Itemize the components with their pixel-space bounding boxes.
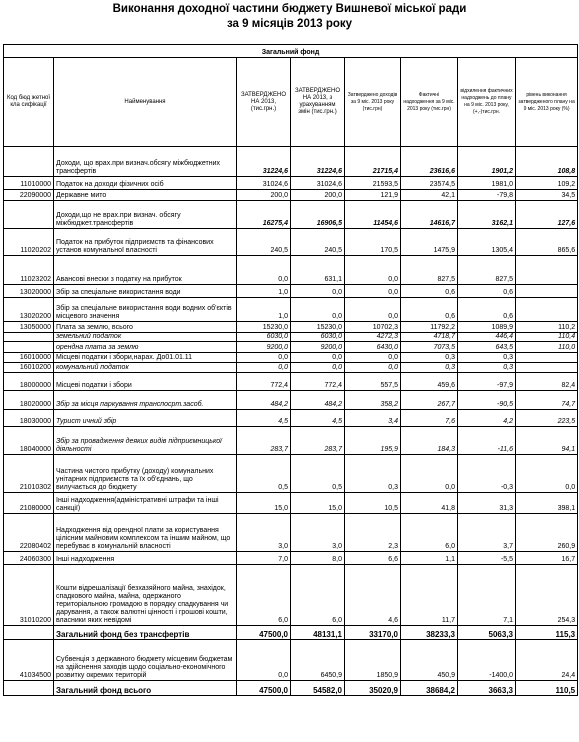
- cell-approved-changes: 31224,6: [291, 147, 345, 177]
- cell-approved-9m: 10,5: [345, 493, 401, 514]
- header-actual: Фактичні надходження за 9 міс. 2013 року (тис.грн): [401, 58, 458, 147]
- cell-approved: 283,7: [237, 427, 291, 455]
- cell-code: 21010302: [4, 455, 54, 493]
- cell-code: 41034500: [4, 640, 54, 681]
- cell-approved-9m: 2,3: [345, 514, 401, 552]
- table-row: [4, 493, 578, 514]
- cell-code: 18040000: [4, 427, 54, 455]
- cell-deviation: 446,4: [458, 333, 516, 342]
- cell-code: 22080402: [4, 514, 54, 552]
- cell-name: Загальний фонд без трансфертів: [54, 626, 237, 640]
- cell-approved-changes: 4,5: [291, 410, 345, 427]
- cell-deviation: 3663,3: [458, 681, 516, 696]
- cell-approved: 6030,0: [237, 333, 291, 342]
- cell-name: Інші надходження(адміністративні штрафи та інші санкції): [54, 493, 237, 514]
- cell-approved-9m: 4,6: [345, 565, 401, 626]
- cell-percent: 115,3: [516, 626, 578, 640]
- cell-percent: 82,4: [516, 373, 578, 391]
- cell-actual: 0,6: [401, 285, 458, 298]
- cell-approved: 0,5: [237, 455, 291, 493]
- cell-approved-9m: 6430,0: [345, 342, 401, 353]
- cell-deviation: 0,6: [458, 298, 516, 322]
- cell-name: комунальний податок: [54, 363, 237, 373]
- cell-approved: 1,0: [237, 285, 291, 298]
- cell-percent: 110,4: [516, 333, 578, 342]
- cell-code: 13020200: [4, 298, 54, 322]
- cell-approved: 47500,0: [237, 626, 291, 640]
- cell-approved-changes: 0,5: [291, 455, 345, 493]
- cell-actual: 11,7: [401, 565, 458, 626]
- cell-approved-9m: 0,0: [345, 363, 401, 373]
- cell-actual: 827,5: [401, 256, 458, 285]
- cell-approved-changes: 15230,0: [291, 322, 345, 333]
- cell-actual: 1,1: [401, 552, 458, 565]
- cell-approved-9m: 6,6: [345, 552, 401, 565]
- cell-approved-changes: 200,0: [291, 190, 345, 201]
- cell-name: Місцеві податки і збори,нарах. До01.01.11: [54, 353, 237, 363]
- cell-approved-changes: 0,0: [291, 285, 345, 298]
- section-title: Загальний фонд: [4, 45, 578, 58]
- cell-approved-9m: 35020,9: [345, 681, 401, 696]
- cell-approved-changes: 31024,6: [291, 177, 345, 190]
- table-row: [4, 626, 578, 640]
- cell-deviation: 31,3: [458, 493, 516, 514]
- header-row: [4, 58, 578, 147]
- cell-approved: 31024,6: [237, 177, 291, 190]
- cell-actual: 450,9: [401, 640, 458, 681]
- cell-approved-9m: 4272,3: [345, 333, 401, 342]
- cell-name: Доходи,що не врах.при визнач. обсягу міжбюджет.трансфертів: [54, 201, 237, 229]
- cell-approved-changes: 16906,5: [291, 201, 345, 229]
- cell-approved: 3,0: [237, 514, 291, 552]
- cell-deviation: 5063,3: [458, 626, 516, 640]
- cell-name: Збір за спеціальне використання води водних об'єктів місцевого значення: [54, 298, 237, 322]
- header-name: Найменування: [54, 58, 237, 147]
- cell-actual: 38233,3: [401, 626, 458, 640]
- table-row: [4, 256, 578, 285]
- cell-code: 16010000: [4, 353, 54, 363]
- cell-approved-9m: 195,9: [345, 427, 401, 455]
- table-row: [4, 333, 578, 342]
- cell-actual: 11792,2: [401, 322, 458, 333]
- cell-actual: 0,6: [401, 298, 458, 322]
- cell-approved: 0,0: [237, 363, 291, 373]
- cell-actual: 4718,7: [401, 333, 458, 342]
- cell-name: Надходження від орендної плати за користування цілісним майновим комплексом та іншим майном, що перебуває в комунальній власності: [54, 514, 237, 552]
- cell-approved-changes: 6,0: [291, 565, 345, 626]
- table-row: [4, 410, 578, 427]
- cell-approved-9m: 1850,9: [345, 640, 401, 681]
- cell-approved-9m: 11454,6: [345, 201, 401, 229]
- cell-deviation: 827,5: [458, 256, 516, 285]
- cell-approved-9m: 10702,3: [345, 322, 401, 333]
- cell-code: 11010000: [4, 177, 54, 190]
- cell-approved: 9200,0: [237, 342, 291, 353]
- cell-approved: 6,0: [237, 565, 291, 626]
- cell-actual: 23616,6: [401, 147, 458, 177]
- cell-code: 18020000: [4, 391, 54, 410]
- table-row: [4, 147, 578, 177]
- table-row: [4, 514, 578, 552]
- cell-approved-changes: 631,1: [291, 256, 345, 285]
- table-row: [4, 427, 578, 455]
- cell-code: 11020202: [4, 229, 54, 256]
- cell-actual: 23574,5: [401, 177, 458, 190]
- cell-percent: 254,3: [516, 565, 578, 626]
- cell-deviation: 643,5: [458, 342, 516, 353]
- cell-code: [4, 147, 54, 177]
- cell-actual: 0,3: [401, 363, 458, 373]
- cell-deviation: -5,5: [458, 552, 516, 565]
- cell-percent: [516, 256, 578, 285]
- cell-approved-changes: 6450,9: [291, 640, 345, 681]
- cell-approved: 7,0: [237, 552, 291, 565]
- cell-code: 21080000: [4, 493, 54, 514]
- cell-approved-changes: 54582,0: [291, 681, 345, 696]
- cell-name: орендна плата за землю: [54, 342, 237, 353]
- cell-approved: 1,0: [237, 298, 291, 322]
- cell-approved-9m: 21715,4: [345, 147, 401, 177]
- cell-code: [4, 201, 54, 229]
- cell-deviation: -79,8: [458, 190, 516, 201]
- cell-actual: 1475,9: [401, 229, 458, 256]
- cell-percent: [516, 285, 578, 298]
- cell-name: Загальний фонд всього: [54, 681, 237, 696]
- cell-percent: 398,1: [516, 493, 578, 514]
- table-row: [4, 342, 578, 353]
- header-approved-9m: Затверджено доходів за 9 міс. 2013 року (тис.грн): [345, 58, 401, 147]
- cell-approved-9m: 0,0: [345, 285, 401, 298]
- cell-deviation: 7,1: [458, 565, 516, 626]
- cell-approved-changes: 484,2: [291, 391, 345, 410]
- cell-name: Місцеві податки і збори: [54, 373, 237, 391]
- cell-approved: 200,0: [237, 190, 291, 201]
- cell-name: Турист ичний збір: [54, 410, 237, 427]
- cell-approved-9m: 170,5: [345, 229, 401, 256]
- cell-code: 18030000: [4, 410, 54, 427]
- cell-percent: 260,9: [516, 514, 578, 552]
- cell-approved: 484,2: [237, 391, 291, 410]
- table-row: [4, 552, 578, 565]
- cell-deviation: 1901,2: [458, 147, 516, 177]
- table-row: [4, 298, 578, 322]
- table-row: [4, 322, 578, 333]
- cell-actual: 184,3: [401, 427, 458, 455]
- cell-code: 31010200: [4, 565, 54, 626]
- cell-percent: 74,7: [516, 391, 578, 410]
- cell-approved-changes: 772,4: [291, 373, 345, 391]
- cell-approved-changes: 0,0: [291, 363, 345, 373]
- cell-code: 16010200: [4, 363, 54, 373]
- cell-approved-changes: 15,0: [291, 493, 345, 514]
- cell-percent: [516, 363, 578, 373]
- cell-name: Податок на доходи фізичних осіб: [54, 177, 237, 190]
- cell-deviation: 4,2: [458, 410, 516, 427]
- cell-percent: 109,2: [516, 177, 578, 190]
- cell-name: Інші надходження: [54, 552, 237, 565]
- cell-approved-changes: 9200,0: [291, 342, 345, 353]
- header-code: Код бюд жетної кла сифікації: [4, 58, 54, 147]
- revenue-table: [3, 44, 578, 696]
- cell-approved-changes: 0,0: [291, 353, 345, 363]
- cell-deviation: -11,6: [458, 427, 516, 455]
- cell-percent: [516, 353, 578, 363]
- cell-deviation: 3162,1: [458, 201, 516, 229]
- cell-approved-changes: 0,0: [291, 298, 345, 322]
- table-row: [4, 363, 578, 373]
- section-row: [4, 45, 578, 58]
- header-deviation: відхилення фактичних надходжень до плану на 9 міс. 2013 року, (+,-)тис.грн.: [458, 58, 516, 147]
- cell-actual: 0,3: [401, 353, 458, 363]
- cell-percent: 24,4: [516, 640, 578, 681]
- cell-name: Субвенція з державного бюджету місцевим бюджетам на здійснення заходів щодо соціально-економічного розвитку окремих територій: [54, 640, 237, 681]
- cell-code: [4, 333, 54, 342]
- cell-deviation: 1981,0: [458, 177, 516, 190]
- table-row: [4, 681, 578, 696]
- table-row: [4, 229, 578, 256]
- cell-approved: 4,5: [237, 410, 291, 427]
- cell-approved-changes: 283,7: [291, 427, 345, 455]
- table-row: [4, 391, 578, 410]
- cell-code: 11023202: [4, 256, 54, 285]
- cell-deviation: 0,3: [458, 363, 516, 373]
- cell-name: Державне мито: [54, 190, 237, 201]
- cell-percent: 223,5: [516, 410, 578, 427]
- cell-code: 18000000: [4, 373, 54, 391]
- header-approved: ЗАТВЕРДЖЕНО НА 2013, (тис.грн.): [237, 58, 291, 147]
- cell-name: Доходи, що врах.при визнач.обсягу міжбюджетних трансфертів: [54, 147, 237, 177]
- cell-code: 13020000: [4, 285, 54, 298]
- cell-name: Збір за місця паркування транспосрт.засоб.: [54, 391, 237, 410]
- cell-percent: 34,5: [516, 190, 578, 201]
- cell-actual: 7,6: [401, 410, 458, 427]
- cell-code: [4, 626, 54, 640]
- table-row: [4, 455, 578, 493]
- cell-approved: 15,0: [237, 493, 291, 514]
- table-row: [4, 373, 578, 391]
- cell-name: Плата за землю, всього: [54, 322, 237, 333]
- cell-deviation: -90,5: [458, 391, 516, 410]
- report-subtitle: за 9 місяців 2013 року: [226, 18, 353, 30]
- cell-deviation: 1305,4: [458, 229, 516, 256]
- cell-actual: 6,0: [401, 514, 458, 552]
- cell-deviation: 3,7: [458, 514, 516, 552]
- cell-approved-changes: 48131,1: [291, 626, 345, 640]
- cell-approved-9m: 33170,0: [345, 626, 401, 640]
- table-row: [4, 201, 578, 229]
- cell-name: Збір за спеціальне використання води: [54, 285, 237, 298]
- cell-name: Податок на прибуток підприємств та фінансових установ комунальної власності: [54, 229, 237, 256]
- cell-percent: 0,0: [516, 455, 578, 493]
- cell-approved: 0,0: [237, 256, 291, 285]
- cell-name: Збір за провадження деяких видів підприємницької діяльності: [54, 427, 237, 455]
- cell-name: земельний податок: [54, 333, 237, 342]
- table-row: [4, 285, 578, 298]
- cell-code: [4, 681, 54, 696]
- report-title: Виконання доходної частини бюджету Вишневої міської ради: [112, 3, 467, 15]
- cell-approved: 0,0: [237, 353, 291, 363]
- cell-deviation: -97,9: [458, 373, 516, 391]
- cell-approved-9m: 0,0: [345, 256, 401, 285]
- cell-actual: 0,0: [401, 455, 458, 493]
- cell-code: 24060300: [4, 552, 54, 565]
- table-row: [4, 177, 578, 190]
- cell-name: Кошти відрешалізації безхазяйного майна, знахідок, спадкового майна, майна, одержаного територіальною громадою в порядку спадкування чи дарування, а також валютні цінності і грошові кошти, власники яких невідомі: [54, 565, 237, 626]
- header-percent: рівень виконання затвердженого плану на 9 міс. 2013 року (%): [516, 58, 578, 147]
- cell-approved-9m: 0,0: [345, 353, 401, 363]
- cell-name: Авансові внески з податку на прибуток: [54, 256, 237, 285]
- cell-deviation: -1400,0: [458, 640, 516, 681]
- cell-approved-9m: 557,5: [345, 373, 401, 391]
- cell-approved-9m: 121,9: [345, 190, 401, 201]
- cell-actual: 14616,7: [401, 201, 458, 229]
- table-row: [4, 353, 578, 363]
- table-row: [4, 565, 578, 626]
- cell-approved-9m: 3,4: [345, 410, 401, 427]
- cell-code: 22090000: [4, 190, 54, 201]
- cell-percent: 865,6: [516, 229, 578, 256]
- table-row: [4, 190, 578, 201]
- cell-approved: 15230,0: [237, 322, 291, 333]
- cell-actual: 267,7: [401, 391, 458, 410]
- cell-approved: 47500,0: [237, 681, 291, 696]
- cell-percent: [516, 298, 578, 322]
- cell-code: 13050000: [4, 322, 54, 333]
- cell-percent: 127,6: [516, 201, 578, 229]
- cell-actual: 7073,5: [401, 342, 458, 353]
- cell-percent: 16,7: [516, 552, 578, 565]
- cell-percent: 110,5: [516, 681, 578, 696]
- cell-deviation: 0,3: [458, 353, 516, 363]
- cell-deviation: 0,6: [458, 285, 516, 298]
- cell-percent: 94,1: [516, 427, 578, 455]
- cell-name: Частина чистого прибутку (доходу) комунальних унітарних підприємств та їх об'єднань, що вилучається до бюджету: [54, 455, 237, 493]
- header-approved-changes: ЗАТВЕРДЖЕНО НА 2013, з урахуванням змін (тис.грн.): [291, 58, 345, 147]
- cell-approved-changes: 8,0: [291, 552, 345, 565]
- cell-percent: 110,0: [516, 342, 578, 353]
- cell-approved-9m: 358,2: [345, 391, 401, 410]
- cell-deviation: -0,3: [458, 455, 516, 493]
- cell-approved-changes: 6030,0: [291, 333, 345, 342]
- table-row: [4, 640, 578, 681]
- cell-approved-9m: 0,0: [345, 298, 401, 322]
- cell-approved: 772,4: [237, 373, 291, 391]
- cell-deviation: 1089,9: [458, 322, 516, 333]
- cell-percent: 110,2: [516, 322, 578, 333]
- cell-actual: 38684,2: [401, 681, 458, 696]
- cell-approved: 0,0: [237, 640, 291, 681]
- cell-approved: 16275,4: [237, 201, 291, 229]
- cell-approved-9m: 21593,5: [345, 177, 401, 190]
- cell-approved: 240,5: [237, 229, 291, 256]
- cell-approved-changes: 3,0: [291, 514, 345, 552]
- cell-code: [4, 342, 54, 353]
- cell-approved-changes: 240,5: [291, 229, 345, 256]
- cell-actual: 459,6: [401, 373, 458, 391]
- cell-approved: 31224,6: [237, 147, 291, 177]
- cell-actual: 41,8: [401, 493, 458, 514]
- cell-actual: 42,1: [401, 190, 458, 201]
- cell-percent: 108,8: [516, 147, 578, 177]
- cell-approved-9m: 0,3: [345, 455, 401, 493]
